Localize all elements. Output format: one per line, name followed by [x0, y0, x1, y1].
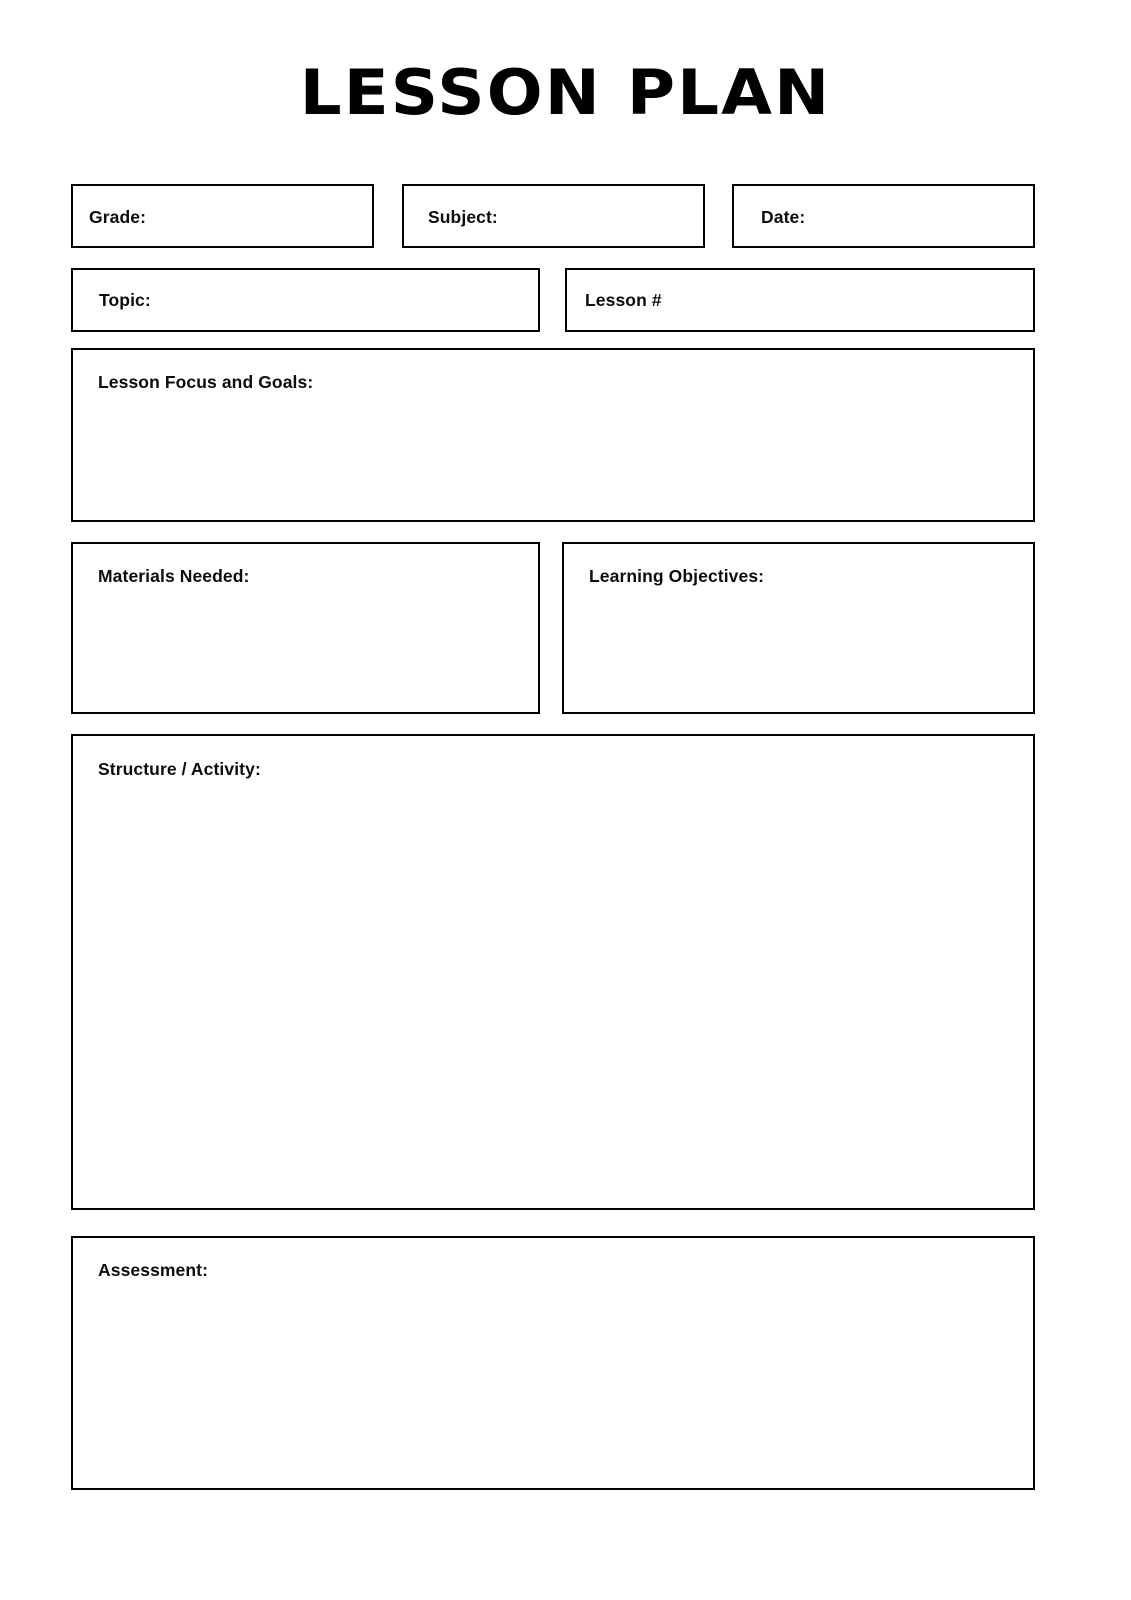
field-learning-objectives-label: Learning Objectives:	[589, 566, 765, 586]
field-subject-label: Subject:	[428, 207, 498, 227]
field-structure-activity[interactable]	[71, 734, 1035, 1210]
field-learning-objectives[interactable]	[562, 542, 1035, 714]
field-lesson-number[interactable]	[565, 268, 1035, 332]
field-grade[interactable]	[71, 184, 374, 248]
field-lesson-focus-and-goals[interactable]	[71, 348, 1035, 522]
page-title: LESSON PLAN	[299, 56, 832, 129]
field-lesson-focus-and-goals-label: Lesson Focus and Goals:	[98, 372, 314, 392]
field-subject[interactable]	[402, 184, 705, 248]
field-materials-needed-label: Materials Needed:	[98, 566, 250, 586]
field-materials-needed[interactable]	[71, 542, 540, 714]
field-topic-label: Topic:	[99, 290, 151, 310]
field-topic[interactable]	[71, 268, 540, 332]
field-date[interactable]	[732, 184, 1035, 248]
field-grade-label: Grade:	[89, 207, 147, 227]
field-lesson-number-label: Lesson #	[585, 290, 662, 310]
field-assessment[interactable]	[71, 1236, 1035, 1490]
field-date-label: Date:	[761, 207, 806, 227]
field-assessment-label: Assessment:	[98, 1260, 209, 1280]
field-structure-activity-label: Structure / Activity:	[98, 759, 261, 779]
